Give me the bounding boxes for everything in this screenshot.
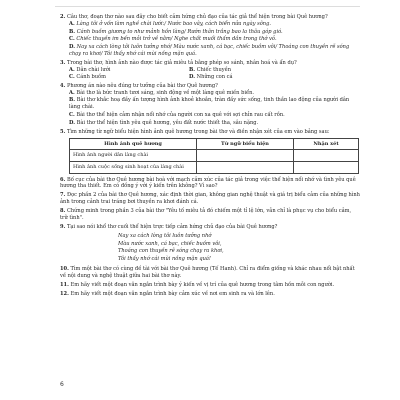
question-12	[60, 291, 360, 298]
question-11	[60, 282, 360, 289]
question-text: Tìm một bài thơ có cùng đề tài với bài thơ Quê hương (Tế Hanh). Chỉ ra điểm giống và khác nhau nổi bật nhất về nội dung và nghệ thuật giữa hai bài thơ này.	[60, 265, 355, 279]
question-number: 8.	[60, 208, 66, 215]
option-text: Cánh buồm	[76, 73, 106, 80]
option-d	[69, 44, 360, 58]
table-row	[70, 150, 359, 162]
question-text: Đọc phần 2 của bài thơ Quê hương, xác định thời gian, không gian nghệ thuật và giá trị biểu cảm của những hình ảnh trong cảnh trai tráng bơi thuyền ra khơi đánh cá.	[60, 192, 360, 206]
question-5	[60, 129, 360, 174]
question-text: Tìm những từ ngữ biểu hiện hình ảnh quê hương trong bài thơ và điền nhận xét của em vào bảng sau:	[66, 128, 330, 135]
option-c	[69, 112, 360, 119]
option-a	[69, 67, 189, 74]
question-7	[60, 192, 360, 206]
table-cell-answer[interactable]	[197, 161, 294, 173]
question-9	[60, 224, 360, 231]
question-number: 10.	[60, 265, 69, 272]
question-8	[60, 208, 360, 222]
question-text: Phương án nào nêu đúng tư tưởng của bài thơ Quê hương?	[66, 82, 218, 89]
table-header-row	[70, 138, 359, 150]
question-number: 9.	[60, 224, 66, 231]
question-text: Em hãy viết một đoạn văn ngắn trình bày cảm xúc về nơi em sinh ra và lớn lên.	[70, 290, 275, 297]
option-text: Nay xa cách lòng tôi luôn tưởng nhớ/ Màu nước xanh, cá bạc, chiếc buồm vôi/ Thoáng con thuyền rẽ sóng chạy ra khơi/ Tôi thấy nhớ cái mùi nồng mặn quá.	[69, 44, 350, 58]
poem-line: Tôi thấy nhớ cái mùi nồng mặn quá!	[118, 255, 211, 262]
question-text: Trong bài thơ, hình ảnh nào được tác giả miêu tả bằng phép so sánh, nhân hoá và ẩn dụ?	[66, 60, 297, 67]
option-letter: B.	[69, 28, 76, 35]
option-letter: D.	[69, 44, 76, 51]
question-10	[60, 266, 360, 280]
option-b	[189, 67, 231, 74]
option-letter: C.	[69, 111, 75, 118]
question-number: 12.	[60, 290, 69, 297]
table-header: Hình ảnh quê hương	[70, 138, 197, 150]
question-number: 3.	[60, 60, 66, 67]
option-letter: C.	[69, 36, 75, 43]
option-letter: A.	[69, 89, 75, 96]
options-row-2	[69, 74, 360, 81]
question-text: Bố cục của bài thơ Quê hương bài hoà với mạch cảm xúc của tác giả trong việc thể hiện nổi nhớ và tình yêu quê hương tha thiết. Em có đồng ý với ý kiến trên không? Vì sao?	[60, 176, 356, 190]
poem-line: Nay xa cách lòng tôi luôn tưởng nhớ	[118, 233, 212, 240]
table-cell-answer[interactable]	[197, 150, 294, 162]
option-b	[69, 29, 360, 36]
option-letter: B.	[69, 97, 76, 104]
table-cell: Hình ảnh cuộc sống sinh hoạt của làng chài	[70, 161, 197, 173]
option-c	[69, 74, 189, 81]
option-a	[69, 90, 360, 97]
table-row	[70, 161, 359, 173]
page-content	[60, 14, 360, 300]
table-header: Nhận xét	[294, 138, 359, 150]
answer-table	[69, 138, 359, 174]
question-text: Tại sao nói khổ thơ cuối thể hiện trực tiếp cảm hứng chủ đạo của bài Quê hương?	[66, 224, 278, 231]
question-2	[60, 14, 360, 58]
option-text: Bài thơ thể hiện cảm nhận nổi nhớ của người con xa quê với sợi chỉn rau cất rồn.	[76, 111, 285, 118]
option-letter: C.	[69, 73, 75, 80]
option-text: Chiếc thuyền im bến mỏi trở về nằm/ Nghe chất muối thấm dần trong thớ vỏ.	[76, 36, 277, 43]
page-number: 6	[60, 381, 64, 388]
option-letter: D.	[189, 73, 196, 80]
option-text: Làng tôi ở vốn làm nghề chài lưới:/ Nước bao vây, cách biển nửa ngày sông.	[76, 20, 271, 27]
option-d	[69, 120, 360, 127]
question-6	[60, 177, 360, 191]
question-text: Chứng minh trong phần 3 của bài thơ "Yêu tố miêu tả đó chiếm một tỉ lệ lớn, vẫn chỉ là phục vụ cho biểu cảm, trữ tình".	[60, 208, 352, 222]
question-number: 4.	[60, 82, 66, 89]
option-a	[69, 21, 360, 28]
option-text: Cánh buồm giương to như mảnh hồn làng/ Rướn thân trắng bao la thâu góp gió.	[76, 28, 283, 35]
question-text: Câu thơ, đoạn thơ nào sau đây cho biết cảm hứng chủ đạo của tác giả thể hiện trong bài Quê hương?	[66, 14, 328, 20]
question-number: 2.	[60, 14, 66, 20]
option-text: Bài thơ thể hiện tình yêu quê hương, yêu đất nước thiết tha, sâu nặng.	[76, 119, 259, 126]
table-cell: Hình ảnh người dân làng chài	[70, 150, 197, 162]
table-cell-answer[interactable]	[294, 150, 359, 162]
option-letter: A.	[69, 66, 75, 73]
option-letter: D.	[69, 119, 76, 126]
question-number: 11.	[60, 281, 69, 288]
poem-line: Màu nước xanh, cá bạc, chiếc buồm vôi,	[118, 240, 222, 247]
question-number: 5.	[60, 128, 66, 135]
option-text: Bài thơ khắc hoạ đầy ấn tượng hình ảnh khoẻ khoắn, tràn đầy sức sống, tinh thần lao động của người dân làng chài.	[69, 97, 350, 111]
options-row-1	[69, 67, 360, 74]
option-text: Dân chài lưới	[76, 66, 111, 73]
poem-excerpt	[118, 233, 360, 263]
option-b	[69, 97, 360, 111]
option-text: Những con cá	[196, 73, 233, 80]
question-4	[60, 83, 360, 127]
question-3	[60, 60, 360, 80]
question-number: 6.	[60, 176, 66, 183]
option-letter: A.	[69, 20, 75, 27]
table-cell-answer[interactable]	[294, 161, 359, 173]
poem-line: Thoáng con thuyền rẽ sóng chạy ra khơi,	[118, 248, 224, 255]
option-text: Chiếc thuyền	[196, 66, 232, 73]
option-c	[69, 36, 360, 43]
table-header: Từ ngữ biểu hiện	[197, 138, 294, 150]
top-divider	[55, 6, 360, 7]
question-text: Em hãy viết một đoạn văn ngắn trình bày ý kiến về vị trí của quê hương trong tâm hồn mỗi con người.	[70, 281, 335, 288]
option-d	[189, 74, 233, 81]
question-number: 7.	[60, 192, 66, 199]
option-letter: B.	[189, 66, 196, 73]
option-text: Bài thơ là bức tranh tươi sáng, sinh động về một làng quê miền biển.	[76, 89, 254, 96]
